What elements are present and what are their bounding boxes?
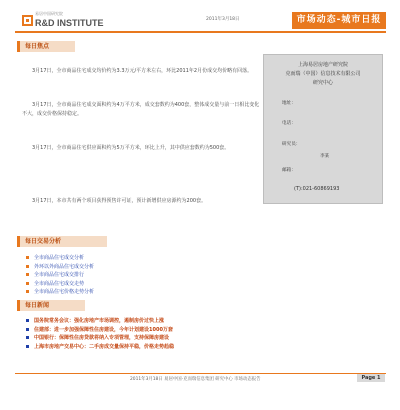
news-list [26,317,326,357]
section-tab-daily-news: 每日新闻 [17,300,85,311]
contact-title-line: 研究中心 [312,80,333,86]
bullet-icon [26,273,29,276]
bullet-icon [26,282,29,285]
section-tab-daily-analysis: 每日交易分析 [17,236,107,247]
summary-paragraph: 3月17日，全市商品住宅成交面积约为4万平方米，成交套数约为400套，整体成交量与前一日相比变化不大，成交价格保持稳定。 [22,102,260,117]
contact-phone: (T):021-60869193 [294,186,340,192]
contact-label: 地址： [282,101,296,106]
report-date: 2011年3月18日 [206,17,240,22]
header-divider [15,31,386,33]
analysis-link[interactable]: 全市商品住宅成交排行 [26,271,84,278]
logo-main-text: R&D INSTITUTE [35,18,104,28]
news-link[interactable]: 中国银行：保障性住房贷款将纳入专项管理，支持保障房建设 [26,334,169,341]
contact-researcher-name: 李某 [320,154,330,159]
report-banner: 市场动态-城市日报 [292,12,386,29]
bullet-icon [26,256,29,259]
page-number: Page 1 [357,374,385,382]
section-tab-daily-summary: 每日焦点 [17,41,75,52]
news-link[interactable]: 上海市房地产交易中心：二手房成交量保持平稳，价格走势趋稳 [26,343,174,350]
logo-small-text: 易居中国研究院 [35,11,63,16]
footer-divider [15,373,386,374]
bullet-icon [26,345,29,348]
bullet-icon [26,265,29,268]
contact-box [263,54,383,204]
news-link[interactable]: 国务院常务会议：强化房地产市场调控，遏制房价过快上涨 [26,317,164,324]
news-link[interactable]: 住建部：进一步加强保障性住房建设，今年计划建设1000万套 [26,326,173,333]
contact-label: 邮箱： [282,168,296,173]
logo [22,10,104,32]
bullet-icon [26,319,29,322]
analysis-link[interactable]: 外环以外商品住宅成交分析 [26,263,94,270]
contact-title-line: 克而瑞（中国）信息技术有限公司 [285,71,361,77]
analysis-link[interactable]: 全市商品住宅成交分析 [26,254,84,261]
footer-text: 2011年3月18日 易居中国·克而瑞信息集团 研究中心 市场动态报告 [130,377,261,382]
analysis-link-list [26,254,326,299]
bullet-icon [26,290,29,293]
summary-paragraph: 3月17日，本市共有两个项目获得预售许可证，预计新增供应房源约为200套。 [32,198,207,204]
logo-mark-icon [22,15,33,26]
bullet-icon [26,328,29,331]
analysis-link[interactable]: 全市商品住宅成交走势 [26,280,84,287]
summary-paragraph: 3月17日，全市商品住宅成交均价约为3.3万元/平方米左右，环比2011年2月份成交均价略有回落。 [32,68,253,74]
contact-title-line: 上海易居房地产研究院 [297,62,348,68]
contact-label: 研究员： [282,142,301,147]
contact-label: 电话： [282,121,296,126]
summary-paragraph: 3月17日，全市商品住宅供应面积约为5万平方米，环比上升，其中供应套数约为500套。 [32,145,230,151]
bullet-icon [26,336,29,339]
analysis-link[interactable]: 全市商品住宅价格走势分析 [26,288,94,295]
